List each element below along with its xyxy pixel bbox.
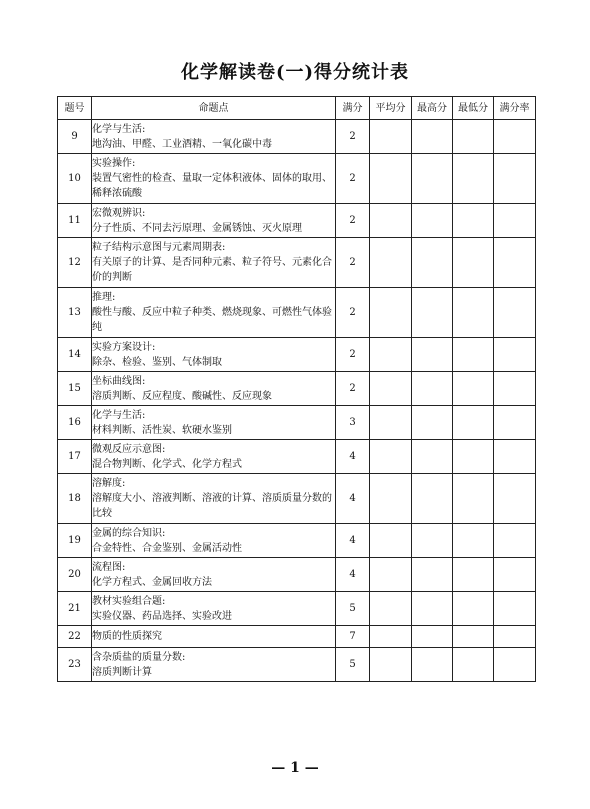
topic-detail: 除杂、检验、鉴别、气体制取 — [92, 356, 222, 368]
topic-cell — [92, 474, 336, 524]
topic-detail: 溶质判断、反应程度、酸碱性、反应现象 — [92, 390, 272, 402]
topic-heading: 粒子结构示意图与元素周期表: — [92, 242, 226, 253]
full-rate-cell[interactable] — [494, 440, 536, 474]
full-score: 4 — [336, 558, 370, 592]
average-cell[interactable] — [370, 440, 412, 474]
table-row — [58, 440, 536, 474]
average-cell[interactable] — [370, 372, 412, 406]
full-rate-cell[interactable] — [494, 288, 536, 338]
topic-detail: 实验仪器、药品选择、实验改进 — [92, 610, 232, 622]
highest-cell[interactable] — [412, 524, 453, 558]
full-rate-cell[interactable] — [494, 558, 536, 592]
highest-cell[interactable] — [412, 120, 453, 154]
header-full-score: 满分 — [336, 97, 370, 120]
lowest-cell[interactable] — [453, 626, 494, 648]
full-rate-cell[interactable] — [494, 238, 536, 288]
header-average: 平均分 — [370, 97, 412, 120]
full-rate-cell[interactable] — [494, 338, 536, 372]
average-cell[interactable] — [370, 558, 412, 592]
full-score: 2 — [336, 120, 370, 154]
topic-heading: 化学与生活: — [92, 123, 146, 135]
full-rate-cell[interactable] — [494, 626, 536, 648]
question-number: 17 — [58, 440, 92, 474]
question-number: 10 — [58, 154, 92, 204]
topic-heading: 坐标曲线图: — [92, 375, 146, 387]
header-topic: 命题点 — [92, 97, 336, 120]
topic-cell — [92, 154, 336, 204]
topic-cell — [92, 372, 336, 406]
average-cell[interactable] — [370, 338, 412, 372]
highest-cell[interactable] — [412, 474, 453, 524]
question-number: 23 — [58, 648, 92, 682]
header-row — [58, 97, 536, 120]
full-score: 2 — [336, 154, 370, 204]
highest-cell[interactable] — [412, 238, 453, 288]
topic-cell — [92, 592, 336, 626]
question-number: 11 — [58, 204, 92, 238]
topic-heading: 流程图: — [92, 561, 126, 573]
table-row — [58, 338, 536, 372]
average-cell[interactable] — [370, 204, 412, 238]
topic-cell — [92, 626, 336, 648]
topic-cell — [92, 524, 336, 558]
lowest-cell[interactable] — [453, 154, 494, 204]
full-rate-cell[interactable] — [494, 406, 536, 440]
topic-detail: 化学方程式、金属回收方法 — [92, 576, 212, 588]
lowest-cell[interactable] — [453, 440, 494, 474]
average-cell[interactable] — [370, 592, 412, 626]
topic-detail: 酸性与酸、反应中粒子种类、燃烧现象、可燃性气体验纯 — [92, 307, 332, 333]
highest-cell[interactable] — [412, 204, 453, 238]
average-cell[interactable] — [370, 154, 412, 204]
lowest-cell[interactable] — [453, 406, 494, 440]
lowest-cell[interactable] — [453, 338, 494, 372]
full-score: 2 — [336, 372, 370, 406]
full-score: 2 — [336, 204, 370, 238]
topic-detail: 装置气密性的检查、量取一定体积液体、固体的取用、稀释浓硫酸 — [92, 173, 332, 199]
full-score: 2 — [336, 338, 370, 372]
highest-cell[interactable] — [412, 406, 453, 440]
full-score: 4 — [336, 440, 370, 474]
topic-detail: 地沟油、甲醛、工业酒精、一氧化碳中毒 — [92, 138, 272, 150]
question-number: 22 — [58, 626, 92, 648]
topic-heading: 化学与生活: — [92, 409, 146, 421]
question-number: 19 — [58, 524, 92, 558]
average-cell[interactable] — [370, 524, 412, 558]
topic-detail: 材料判断、活性炭、软硬水鉴别 — [92, 424, 232, 436]
lowest-cell[interactable] — [453, 120, 494, 154]
full-score: 2 — [336, 288, 370, 338]
topic-detail: 分子性质、不同去污原理、金属锈蚀、灭火原理 — [92, 222, 302, 234]
highest-cell[interactable] — [412, 440, 453, 474]
topic-heading: 实验方案设计: — [92, 341, 156, 353]
topic-detail: 有关原子的计算、是否同种元素、粒子符号、元素化合价的判断 — [92, 257, 332, 283]
table-row — [58, 558, 536, 592]
topic-detail: 合金特性、合金鉴别、金属活动性 — [92, 542, 242, 554]
highest-cell[interactable] — [412, 626, 453, 648]
header-number: 题号 — [58, 97, 92, 120]
lowest-cell[interactable] — [453, 474, 494, 524]
full-score: 5 — [336, 592, 370, 626]
header-full-rate: 满分率 — [494, 97, 536, 120]
lowest-cell[interactable] — [453, 524, 494, 558]
lowest-cell[interactable] — [453, 238, 494, 288]
topic-cell — [92, 238, 336, 288]
topic-cell — [92, 406, 336, 440]
question-number: 21 — [58, 592, 92, 626]
topic-heading: 实验操作: — [92, 158, 136, 169]
table-row — [58, 120, 536, 154]
header-lowest: 最低分 — [453, 97, 494, 120]
full-rate-cell[interactable] — [494, 372, 536, 406]
topic-heading: 金属的综合知识: — [92, 527, 166, 539]
full-rate-cell[interactable] — [494, 592, 536, 626]
average-cell[interactable] — [370, 648, 412, 682]
average-cell[interactable] — [370, 626, 412, 648]
average-cell[interactable] — [370, 120, 412, 154]
lowest-cell[interactable] — [453, 648, 494, 682]
full-score: 2 — [336, 238, 370, 288]
table-row — [58, 238, 536, 288]
question-number: 20 — [58, 558, 92, 592]
lowest-cell[interactable] — [453, 204, 494, 238]
topic-heading: 教材实验组合题: — [92, 595, 166, 607]
average-cell[interactable] — [370, 238, 412, 288]
topic-heading: 含杂质盐的质量分数: — [92, 651, 186, 663]
full-rate-cell[interactable] — [494, 154, 536, 204]
full-score: 7 — [336, 626, 370, 648]
table-row — [58, 204, 536, 238]
topic-cell — [92, 120, 336, 154]
table-row — [58, 592, 536, 626]
question-number: 12 — [58, 238, 92, 288]
topic-heading: 物质的性质探究 — [92, 631, 162, 642]
page-title: 化学解读卷(一)得分统计表 — [180, 62, 410, 83]
lowest-cell[interactable] — [453, 372, 494, 406]
table-row — [58, 372, 536, 406]
highest-cell[interactable] — [412, 154, 453, 204]
table-body — [58, 120, 536, 682]
full-score: 4 — [336, 524, 370, 558]
topic-heading: 微观反应示意图: — [92, 443, 166, 455]
header-highest: 最高分 — [412, 97, 453, 120]
highest-cell[interactable] — [412, 372, 453, 406]
table-row — [58, 648, 536, 682]
topic-detail: 混合物判断、化学式、化学方程式 — [92, 458, 242, 470]
average-cell[interactable] — [370, 406, 412, 440]
highest-cell[interactable] — [412, 648, 453, 682]
full-rate-cell[interactable] — [494, 524, 536, 558]
full-score: 4 — [336, 474, 370, 524]
topic-cell — [92, 338, 336, 372]
question-number: 16 — [58, 406, 92, 440]
table-row — [58, 406, 536, 440]
topic-detail: 溶质判断计算 — [92, 666, 152, 678]
question-number: 13 — [58, 288, 92, 338]
topic-cell — [92, 648, 336, 682]
lowest-cell[interactable] — [453, 592, 494, 626]
table-row — [58, 524, 536, 558]
topic-cell — [92, 204, 336, 238]
lowest-cell[interactable] — [453, 558, 494, 592]
page-number: — 1 — — [271, 760, 319, 776]
table-row — [58, 474, 536, 524]
topic-cell — [92, 440, 336, 474]
topic-cell — [92, 558, 336, 592]
table-row — [58, 626, 536, 648]
topic-heading: 宏微观辨识: — [92, 207, 146, 219]
highest-cell[interactable] — [412, 558, 453, 592]
full-rate-cell[interactable] — [494, 648, 536, 682]
question-number: 14 — [58, 338, 92, 372]
topic-heading: 溶解度: — [92, 478, 126, 489]
topic-heading: 推理: — [92, 292, 116, 303]
average-cell[interactable] — [370, 474, 412, 524]
table-row — [58, 288, 536, 338]
table-row — [58, 154, 536, 204]
full-rate-cell[interactable] — [494, 474, 536, 524]
highest-cell[interactable] — [412, 592, 453, 626]
average-cell[interactable] — [370, 288, 412, 338]
full-rate-cell[interactable] — [494, 120, 536, 154]
highest-cell[interactable] — [412, 338, 453, 372]
lowest-cell[interactable] — [453, 288, 494, 338]
question-number: 9 — [58, 120, 92, 154]
question-number: 18 — [58, 474, 92, 524]
full-score: 5 — [336, 648, 370, 682]
highest-cell[interactable] — [412, 288, 453, 338]
question-number: 15 — [58, 372, 92, 406]
topic-cell — [92, 288, 336, 338]
score-statistics-table — [57, 96, 536, 682]
topic-detail: 溶解度大小、溶液判断、溶液的计算、溶质质量分数的比较 — [92, 493, 332, 519]
full-score: 3 — [336, 406, 370, 440]
full-rate-cell[interactable] — [494, 204, 536, 238]
